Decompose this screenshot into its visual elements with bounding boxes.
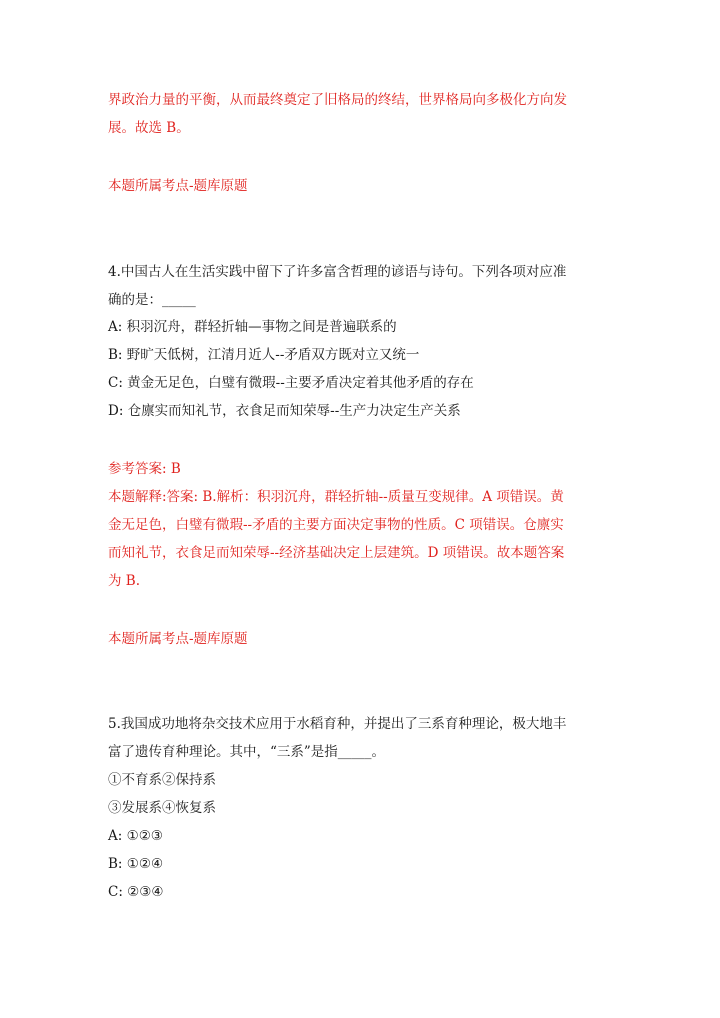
option-a: A: 积羽沉舟，群轻折轴—事物之间是普遍联系的	[108, 319, 397, 335]
option-a: A: ①②③	[108, 828, 163, 844]
question-stem: 确的是：_____	[108, 292, 196, 308]
answer: 参考答案: B	[108, 461, 181, 477]
option-b: B: 野旷天低树，江清月近人--矛盾双方既对立又统一	[108, 347, 420, 363]
analysis-line: 展。故选 B。	[108, 120, 190, 136]
analysis-line: 为 B.	[108, 573, 141, 589]
option-b: B: ①②④	[108, 856, 164, 872]
analysis-line: 金无足色，白璧有微瑕--矛盾的主要方面决定事物的性质。C 项错误。仓廪实	[108, 517, 564, 533]
analysis-line: 而知礼节，衣食足而知荣辱--经济基础决定上层建筑。D 项错误。故本题答案	[108, 545, 565, 561]
option-d: D: 仓廪实而知礼节，衣食足而知荣辱--生产力决定生产关系	[108, 403, 461, 419]
question-source: 本题所属考点-题库原题	[108, 631, 248, 647]
question-stem: 4.中国古人在生活实践中留下了许多富含哲理的谚语与诗句。下列各项对应准	[108, 264, 567, 280]
option-c: C: ②③④	[108, 884, 164, 900]
item-list: ①不育系②保持系	[108, 772, 216, 788]
option-c: C: 黄金无足色，白璧有微瑕--主要矛盾决定着其他矛盾的存在	[108, 375, 474, 391]
item-list: ③发展系④恢复系	[108, 800, 216, 816]
analysis-line: 界政治力量的平衡，从而最终奠定了旧格局的终结，世界格局向多极化方向发	[108, 92, 567, 108]
question-source: 本题所属考点-题库原题	[108, 178, 248, 194]
analysis-line: 本题解释:答案: B.解析：积羽沉舟，群轻折轴--质量互变规律。A 项错误。黄	[108, 489, 564, 505]
question-stem: 5.我国成功地将杂交技术应用于水稻育种，并提出了三系育种理论，极大地丰	[108, 716, 567, 732]
question-stem: 富了遗传育种理论。其中，“三系”是指_____。	[108, 744, 386, 760]
